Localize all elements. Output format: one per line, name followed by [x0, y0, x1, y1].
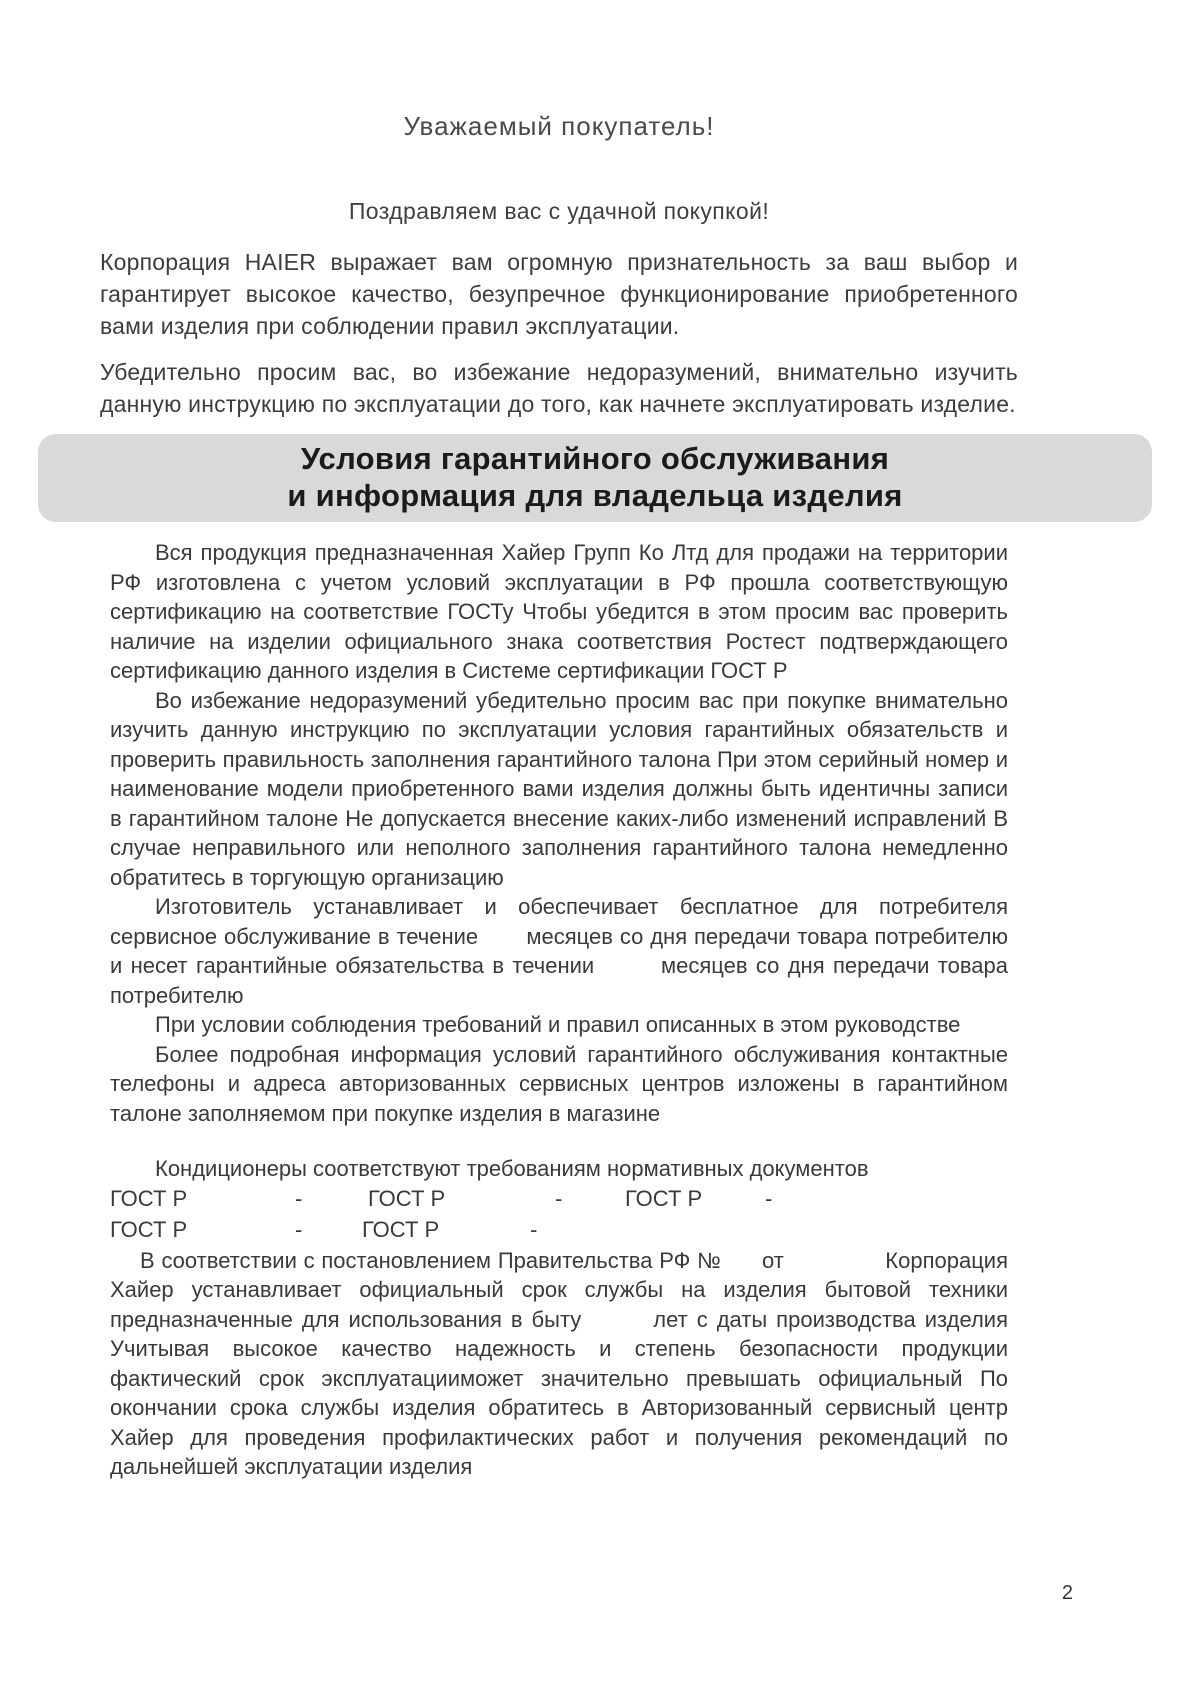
gost-dash: - — [530, 1216, 538, 1242]
body-paragraph-service-life: В соответствии с постановлением Правительства РФ № от Корпорация Хайер устанавливает официальный срок службы на изделия бытовой техники предназначенные для использования в быту лет с даты производства изделия Учитывая высокое качество надежность и степень безопасности продукции фактический срок эксплуатацииможет значительно превышать официальный По окончании срока службы изделия обратитесь в Авторизованный сервисный центр Хайер для проведения профилактических работ и получения рекомендаций по дальнейшей эксплуатации изделия — [110, 1247, 1008, 1479]
gost-standards-block — [110, 1154, 1008, 1246]
section-title-line-1: Условия гарантийного обслуживания — [300, 441, 890, 476]
intro-paragraph-2: Убедительно просим вас, во избежание недоразумений, внимательно изучить данную инструкцию по эксплуатации до того, как начнете эксплуатировать изделие. — [100, 359, 1018, 417]
gost-dash: - — [765, 1185, 773, 1211]
body-section — [110, 538, 1008, 1482]
gost-label: ГОСТ Р — [362, 1216, 440, 1242]
gost-label: ГОСТ Р — [368, 1185, 446, 1211]
gost-dash: - — [295, 1185, 303, 1211]
body-paragraph-conditions: При условии соблюдения требований и правил описанных в этом руководстве — [155, 1012, 961, 1037]
congrats-line: Поздравляем вас с удачной покупкой! — [348, 198, 770, 224]
gost-row-2 — [110, 1215, 1008, 1246]
page-number: 2 — [1061, 1582, 1073, 1604]
gost-label: ГОСТ Р — [110, 1185, 188, 1211]
gost-label: ГОСТ Р — [110, 1216, 188, 1242]
body-paragraph-certification: Вся продукция предназначенная Хайер Групп Ко Лтд для продажи на территории РФ изготовлена с учетом условий эксплуатации в РФ прошла соответствующую сертификацию на соответствие ГОСТу Чтобы убедится в этом просим вас проверить наличие на изделии официального знака соответствия Ростест подтверждающего сертификацию данного изделия в Системе сертификации ГОСТ Р — [110, 540, 1008, 683]
intro-paragraph-1: Корпорация HAIER выражает вам огромную признательность за ваш выбор и гарантирует высокое качество, безупречное функционирование приобретенного вами изделия при соблюдении правил эксплуатации. — [100, 249, 1018, 339]
greeting-title: Уважаемый покупатель! — [403, 111, 715, 141]
intro-section — [100, 0, 1018, 420]
section-title-line-2: и информация для владельца изделия — [287, 478, 903, 513]
body-paragraph-warranty-card: Во избежание недоразумений убедительно просим вас при покупке внимательно изучить данную инструкцию по эксплуатации условия гарантийных обязательств и проверить правильность заполнения гарантийного талона При этом серийный номер и наименование модели приобретенного вами изделия должны быть идентичны записи в гарантийном талоне Не допускается внесение каких-либо изменений исправлений В случае неправильного или неполного заполнения гарантийного талона немедленно обратитесь в торгующую организацию — [110, 687, 1008, 890]
gost-label: ГОСТ Р — [625, 1185, 703, 1211]
gost-dash: - — [295, 1216, 303, 1242]
section-title-banner — [38, 434, 1152, 522]
body-paragraph-service-info: Более подробная информация условий гарантийного обслуживания контактные телефоны и адреса авторизованных сервисных центров изложены в гарантийном талоне заполняемом при покупке изделия в магазине — [110, 1041, 1008, 1126]
gost-dash: - — [555, 1185, 563, 1211]
body-paragraph-service-terms: Изготовитель устанавливает и обеспечивает бесплатное для потребителя сервисное обслуживание в течение месяцев со дня передачи товара потребителю и несет гарантийные обязательства в течении месяцев со дня передачи товара потребителю — [110, 894, 1008, 1008]
gost-intro-line: Кондиционеры соответствуют требованиям нормативных документов — [155, 1156, 869, 1181]
gost-row-1 — [110, 1184, 1008, 1215]
